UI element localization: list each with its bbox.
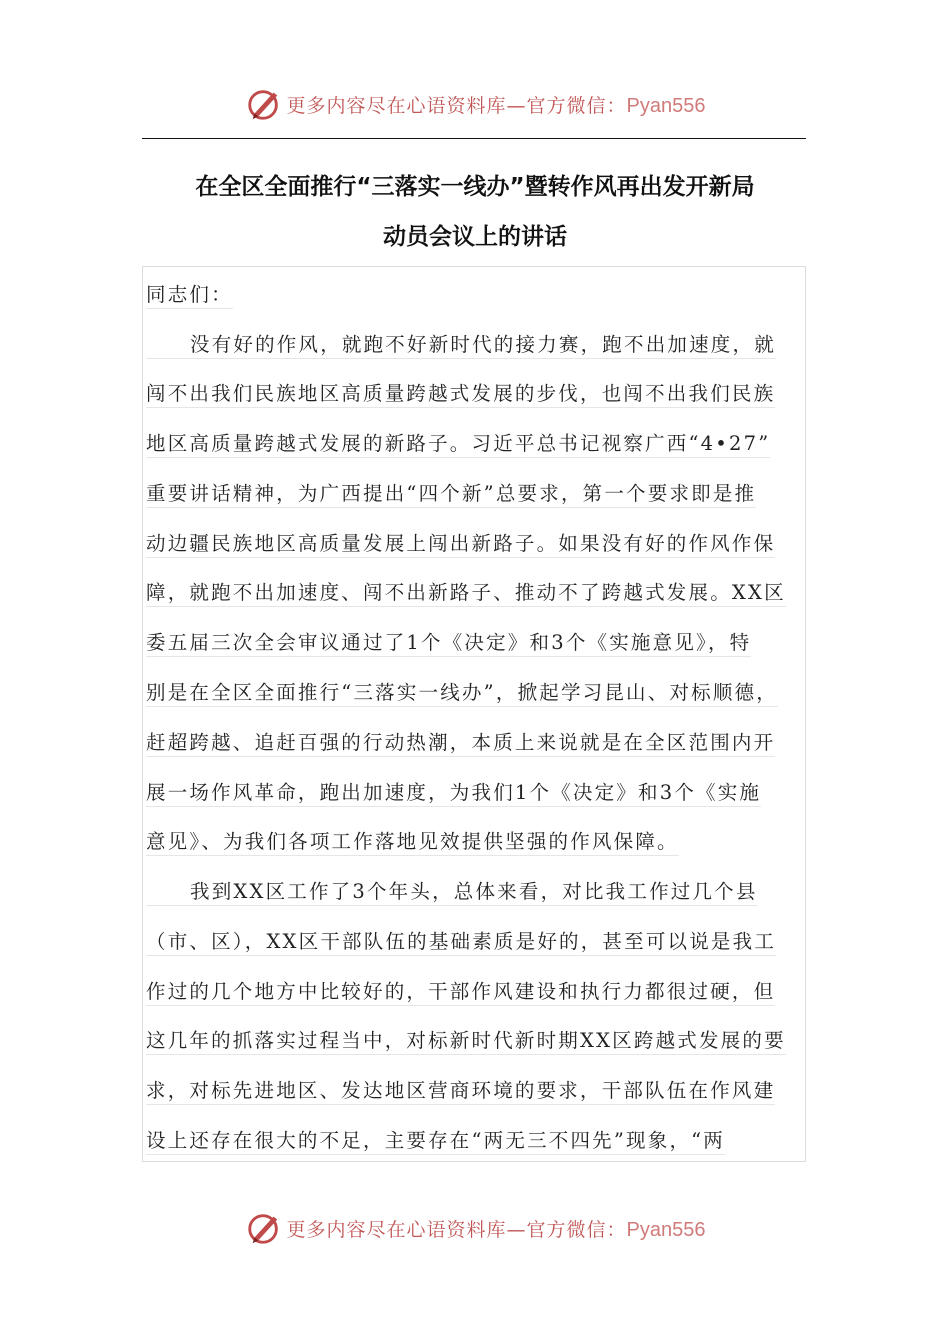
body-line: 作过的几个地方中比较好的，干部作风建设和执行力都很过硬，但 — [146, 979, 775, 1006]
body-line: 障，就跑不出加速度、闯不出新路子、推动不了跨越式发展。XX区 — [146, 580, 786, 607]
watermark-handle: Pyan556 — [626, 1218, 706, 1241]
document-title-line1: 在全区全面推行“三落实一线办”暨转作风再出发开新局 — [195, 174, 755, 200]
watermark-footer — [0, 1208, 950, 1248]
header-rule — [142, 138, 806, 139]
pen-logo-icon — [245, 85, 283, 123]
body-line: 展一场作风革命，跑出加速度，为我们1个《决定》和3个《实施 — [146, 780, 761, 807]
body-line: 别是在全区全面推行“三落实一线办”，掀起学习昆山、对标顺德， — [146, 680, 778, 707]
watermark-handle: Pyan556 — [626, 94, 706, 117]
body-line: 我到XX区工作了3个年头，总体来看，对比我工作过几个县 — [146, 879, 758, 906]
document-title-line2: 动员会议上的讲话 — [383, 224, 567, 250]
body-line: 意见》、为我们各项工作落地见效提供坚强的作风保障。 — [146, 829, 679, 856]
body-line: （市、区），XX区干部队伍的基础素质是好的，甚至可以说是我工 — [146, 929, 776, 956]
body-line: 这几年的抓落实过程当中，对标新时代新时期XX区跨越式发展的要 — [146, 1028, 786, 1055]
body-line: 赶超跨越、追赶百强的行动热潮，本质上来说就是在全区范围内开 — [146, 730, 775, 757]
body-line: 委五届三次全会审议通过了1个《决定》和3个《实施意见》，特 — [146, 630, 751, 657]
watermark-text — [287, 1215, 706, 1242]
watermark-label: 更多内容尽在心语资料库—官方微信： — [286, 1218, 627, 1241]
body-line: 闯不出我们民族地区高质量跨越式发展的步伐，也闯不出我们民族 — [146, 381, 775, 408]
body-line: 设上还存在很大的不足，主要存在“两无三不四先”现象，“两 — [146, 1128, 725, 1155]
body-line: 重要讲话精神，为广西提出“四个新”总要求，第一个要求即是推 — [146, 481, 756, 508]
watermark-header — [0, 84, 950, 124]
watermark-text — [287, 91, 706, 118]
watermark-label: 更多内容尽在心语资料库—官方微信： — [286, 94, 627, 117]
salutation: 同志们： — [146, 282, 233, 309]
body-line: 没有好的作风，就跑不好新时代的接力赛，跑不出加速度，就 — [146, 332, 776, 359]
pen-logo-icon — [245, 1209, 283, 1247]
body-line: 求，对标先进地区、发达地区营商环境的要求，干部队伍在作风建 — [146, 1078, 775, 1105]
body-line: 动边疆民族地区高质量发展上闯出新路子。如果没有好的作风作保 — [146, 531, 775, 558]
body-line: 地区高质量跨越式发展的新路子。习近平总书记视察广西“4•27” — [146, 431, 770, 458]
